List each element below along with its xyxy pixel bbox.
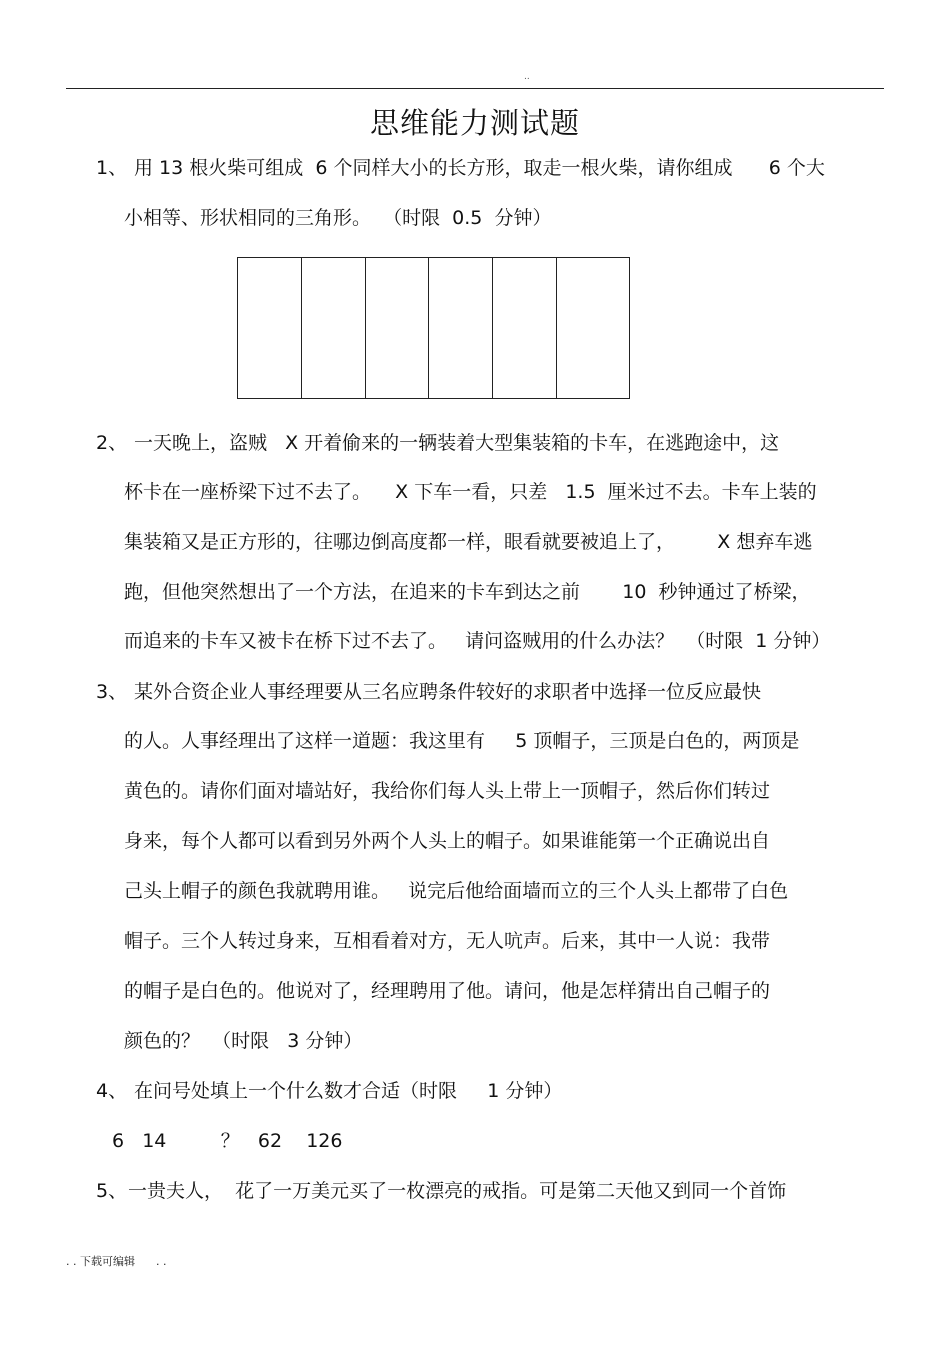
footer-note: . . 下载可编辑 . .	[66, 1255, 167, 1268]
question-3-line-2: 的人。人事经理出了这样一道题：我这里有 5 顶帽子，三顶是白色的，两顶是	[124, 730, 800, 752]
question-2-number: 2、	[96, 432, 128, 454]
page-title: 思维能力测试题	[369, 106, 580, 140]
question-4-number: 4、	[96, 1080, 128, 1102]
question-1-line-1: 用 13 根火柴可组成 6 个同样大小的长方形，取走一根火柴，请你组成 6 个大	[134, 157, 825, 179]
question-4-line-1: 在问号处填上一个什么数才合适（时限 1 分钟）	[134, 1080, 563, 1102]
question-3-number: 3、	[96, 681, 128, 703]
question-3-line-4: 身来，每个人都可以看到另外两个人头上的帽子。如果谁能第一个正确说出自	[124, 830, 771, 852]
question-3-line-5: 己头上帽子的颜色我就聘用谁。 说完后他给面墙而立的三个人头上都带了白色	[124, 880, 789, 902]
question-1-line-2: 小相等、形状相同的三角形。 （时限 0.5 分钟）	[124, 207, 552, 229]
matchstick-rectangles-figure	[237, 257, 630, 399]
rectangle-cell	[557, 258, 629, 398]
number-sequence: 6 14 ？ 62 126	[112, 1130, 343, 1152]
question-3-line-1: 某外合资企业人事经理要从三名应聘条件较好的求职者中选择一位反应最快	[134, 681, 762, 703]
question-2-line-4: 跑，但他突然想出了一个方法，在追来的卡车到达之前 10 秒钟通过了桥梁，	[124, 581, 811, 603]
rectangle-cell	[238, 258, 302, 398]
rectangle-cell	[302, 258, 366, 398]
question-3-line-8: 颜色的？ （时限 3 分钟）	[124, 1030, 363, 1052]
question-5-number: 5、	[96, 1180, 128, 1202]
question-2-line-5: 而追来的卡车又被卡在桥下过不去了。 请问盗贼用的什么办法？ （时限 1 分钟）	[124, 630, 831, 652]
rectangle-cell	[493, 258, 557, 398]
question-5-line-1: 一贵夫人， 花了一万美元买了一枚漂亮的戒指。可是第二天他又到同一个首饰	[128, 1180, 787, 1202]
header-dots: ..	[524, 72, 530, 82]
question-2-line-2: 杯卡在一座桥梁下过不去了。 X 下车一看，只差 1.5 厘米过不去。卡车上装的	[124, 481, 817, 503]
header-rule	[66, 88, 884, 89]
question-2-line-3: 集装箱又是正方形的，往哪边倒高度都一样，眼看就要被追上了， X 想弃车逃	[124, 531, 813, 553]
question-3-line-7: 的帽子是白色的。他说对了，经理聘用了他。请问，他是怎样猜出自己帽子的	[124, 980, 771, 1002]
question-1-number: 1、	[96, 157, 128, 179]
rectangle-cell	[366, 258, 429, 398]
question-3-line-3: 黄色的。请你们面对墙站好，我给你们每人头上带上一顶帽子，然后你们转过	[124, 780, 771, 802]
question-2-line-1: 一天晚上，盗贼 X 开着偷来的一辆装着大型集装箱的卡车，在逃跑途中，这	[134, 432, 780, 454]
rectangle-cell	[429, 258, 493, 398]
question-3-line-6: 帽子。三个人转过身来，互相看着对方，无人吭声。后来，其中一人说：我带	[124, 930, 771, 952]
